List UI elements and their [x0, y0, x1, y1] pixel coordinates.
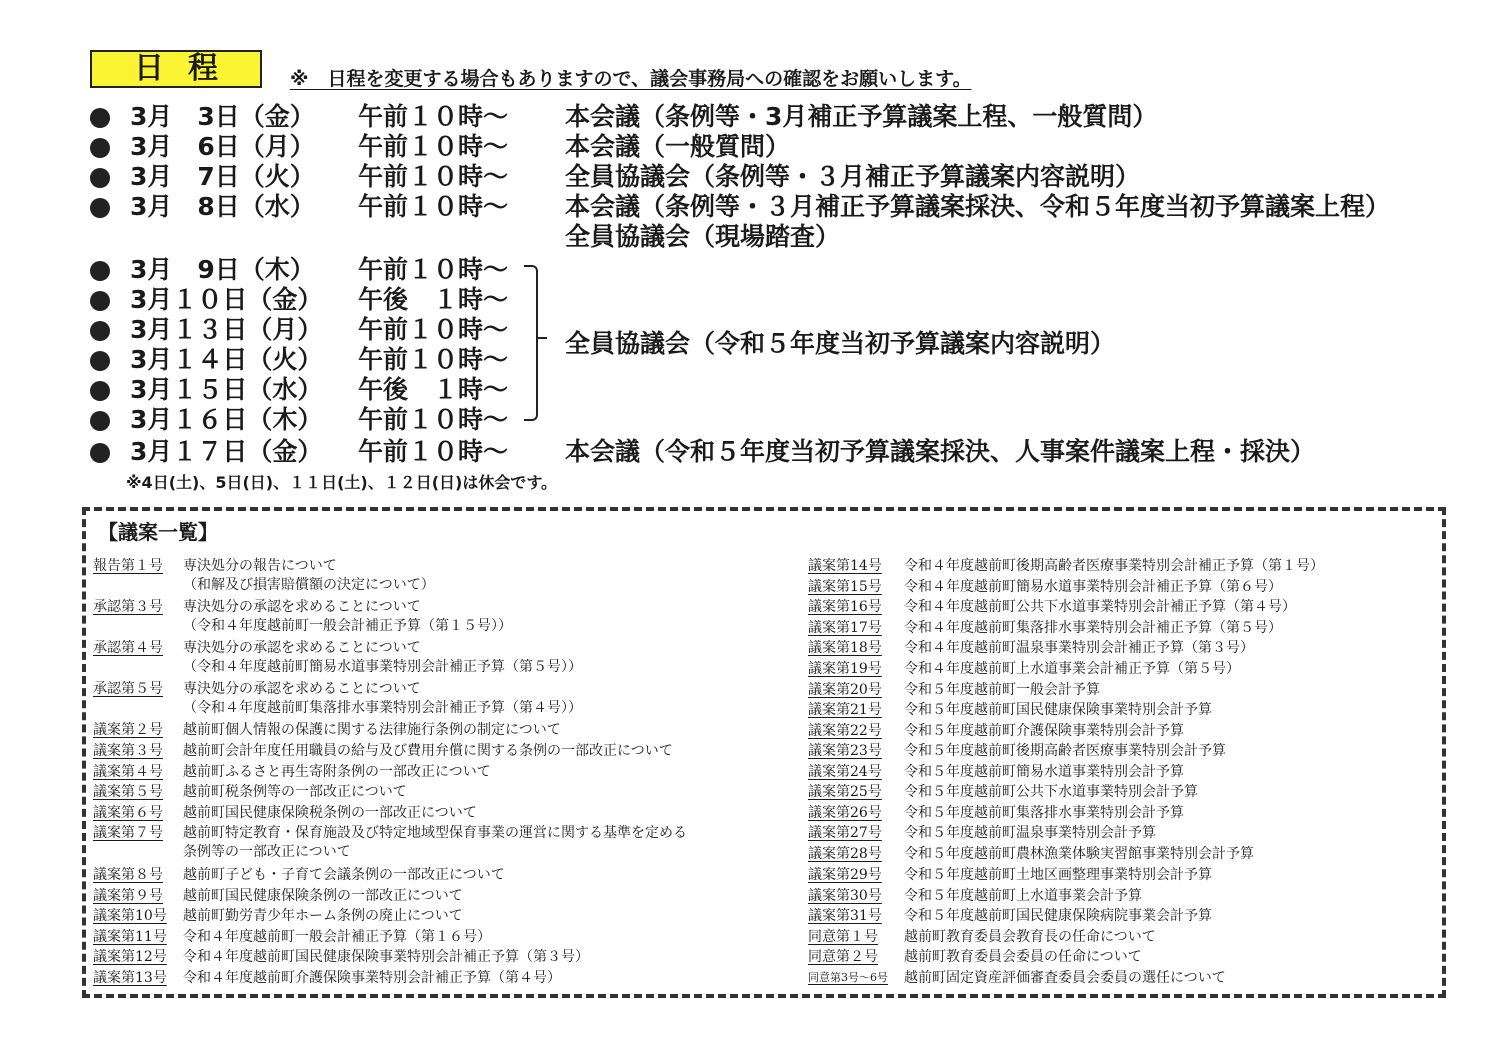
agenda-item-number: 議案第24号 — [808, 764, 882, 780]
agenda-item-number: 同意第3号～6号 — [808, 971, 888, 984]
schedule-date: 3月１６日（木） — [130, 405, 323, 434]
agenda-item-number: 議案第22号 — [808, 723, 882, 739]
agenda-item-number: 議案第18号 — [808, 640, 882, 656]
agenda-item-title: 令和５年度越前町簡易水道事業特別会計予算 — [904, 764, 1184, 780]
schedule-date: 3月１７日（金） — [130, 437, 323, 466]
agenda-item-title: 越前町子ども・子育て会議条例の一部改正について — [183, 867, 505, 883]
agenda-item-subtitle: （令和４年度越前町集落排水事業特別会計補正予算（第４号）） — [183, 700, 582, 716]
agenda-item-number: 議案第３号 — [93, 743, 163, 759]
agenda-item-number: 議案第14号 — [808, 558, 882, 574]
bullet-icon — [90, 108, 110, 128]
agenda-item-title: 令和４年度越前町公共下水道事業特別会計補正予算（第４号） — [904, 599, 1296, 615]
bullet-icon — [90, 198, 110, 218]
agenda-item-number: 議案第15号 — [808, 579, 882, 595]
agenda-item-title: 専決処分の報告について — [183, 558, 337, 574]
schedule-time: 午前１０時～ — [358, 132, 509, 161]
agenda-item-number: 議案第31号 — [808, 908, 882, 924]
agenda-item-number: 議案第25号 — [808, 784, 882, 800]
page-title: 日程 — [90, 50, 262, 88]
agenda-item-title: 令和５年度越前町後期高齢者医療事業特別会計予算 — [904, 743, 1226, 759]
agenda-item-number: 議案第５号 — [93, 784, 163, 800]
agenda-item-number: 議案第26号 — [808, 805, 882, 821]
agenda-item-title: 令和４年度越前町一般会計補正予算（第１６号） — [183, 929, 491, 945]
schedule-date: 3月 9日（木） — [130, 255, 315, 284]
schedule-time: 午前１０時～ — [358, 255, 509, 284]
agenda-item-subtitle: （令和４年度越前町簡易水道事業特別会計補正予算（第５号）） — [183, 659, 582, 675]
agenda-item-title: 令和５年度越前町温泉事業特別会計予算 — [904, 825, 1156, 841]
agenda-item-number: 議案第27号 — [808, 825, 882, 841]
agenda-item-title: 令和４年度越前町国民健康保険事業特別会計補正予算（第３号） — [183, 949, 589, 965]
schedule-date: 3月 7日（火） — [130, 162, 315, 191]
agenda-item-title: 令和５年度越前町農林漁業体験実習館事業特別会計予算 — [904, 846, 1254, 862]
agenda-item-title: 令和５年度越前町国民健康保険事業特別会計予算 — [904, 702, 1212, 718]
agenda-item-title: 越前町ふるさと再生寄附条例の一部改正について — [183, 764, 491, 780]
agenda-item-title: 令和５年度越前町公共下水道事業特別会計予算 — [904, 784, 1198, 800]
bullet-icon — [90, 261, 110, 281]
agenda-item-number: 議案第28号 — [808, 846, 882, 862]
agenda-item-title: 令和５年度越前町一般会計予算 — [904, 682, 1100, 698]
agenda-item-number: 議案第13号 — [93, 970, 167, 986]
schedule-event: 本会議（令和５年度当初予算議案採決、人事案件議案上程・採決） — [565, 437, 1316, 466]
holiday-note: ※4日(土)、5日(日)、１１日(土)、１２日(日)は休会です。 — [126, 473, 558, 492]
agenda-item-title: 令和４年度越前町簡易水道事業特別会計補正予算（第６号） — [904, 579, 1282, 595]
schedule-time: 午前１０時～ — [358, 345, 509, 374]
schedule-time: 午後 １時～ — [358, 285, 509, 314]
agenda-item-number: 議案第２号 — [93, 722, 163, 738]
agenda-item-number: 議案第４号 — [93, 764, 163, 780]
agenda-item-number: 議案第９号 — [93, 888, 163, 904]
agenda-item-number: 議案第30号 — [808, 888, 882, 904]
agenda-item-number: 承認第５号 — [93, 681, 163, 697]
agenda-item-title: 令和５年度越前町国民健康保険病院事業会計予算 — [904, 908, 1212, 924]
schedule-time: 午前１０時～ — [358, 192, 509, 221]
agenda-item-number: 議案第20号 — [808, 682, 882, 698]
schedule-date: 3月 8日（水） — [130, 192, 315, 221]
schedule-time: 午前１０時～ — [358, 102, 509, 131]
agenda-item-title: 専決処分の承認を求めることについて — [183, 681, 421, 697]
agenda-item-number: 議案第10号 — [93, 908, 167, 924]
group-bracket — [524, 265, 538, 421]
schedule-time: 午後 １時～ — [358, 375, 509, 404]
agenda-item-title: 越前町税条例等の一部改正について — [183, 784, 407, 800]
agenda-item-title: 越前町教育委員会委員の任命について — [904, 949, 1142, 965]
agenda-item-number: 議案第16号 — [808, 599, 882, 615]
schedule-event: 全員協議会（現場踏査） — [565, 222, 841, 251]
schedule-date: 3月１５日（水） — [130, 375, 323, 404]
agenda-item-number: 議案第19号 — [808, 661, 882, 677]
agenda-item-title: 越前町固定資産評価審査委員会委員の選任について — [904, 970, 1226, 986]
agenda-item-title: 専決処分の承認を求めることについて — [183, 640, 421, 656]
agenda-item-subtitle: （令和４年度越前町一般会計補正予算（第１５号）） — [183, 618, 512, 634]
agenda-item-number: 議案第21号 — [808, 702, 882, 718]
bullet-icon — [90, 291, 110, 311]
agenda-item-title: 令和５年度越前町土地区画整理事業特別会計予算 — [904, 867, 1212, 883]
bullet-icon — [90, 321, 110, 341]
agenda-item-number: 議案第６号 — [93, 805, 163, 821]
schedule-date: 3月 6日（月） — [130, 132, 315, 161]
schedule-time: 午前１０時～ — [358, 162, 509, 191]
bullet-icon — [90, 138, 110, 158]
schedule-date: 3月１３日（月） — [130, 315, 323, 344]
agenda-item-title: 令和４年度越前町上水道事業会計補正予算（第５号） — [904, 661, 1240, 677]
schedule-date: 3月１０日（金） — [130, 285, 323, 314]
schedule-event: 全員協議会（条例等・３月補正予算議案内容説明） — [565, 162, 1141, 191]
schedule-event: 本会議（一般質問） — [565, 132, 791, 161]
agenda-item-title: 令和４年度越前町介護保険事業特別会計補正予算（第４号） — [183, 970, 561, 986]
agenda-item-title: 越前町教育委員会教育長の任命について — [904, 929, 1156, 945]
bullet-icon — [90, 351, 110, 371]
bullet-icon — [90, 381, 110, 401]
agenda-item-number: 議案第29号 — [808, 867, 882, 883]
agenda-item-subtitle: 条例等の一部改正について — [183, 844, 351, 860]
schedule-date: 3月１４日（火） — [130, 345, 323, 374]
agenda-item-number: 承認第３号 — [93, 599, 163, 615]
bullet-icon — [90, 411, 110, 431]
schedule-time: 午前１０時～ — [358, 405, 509, 434]
agenda-item-number: 議案第８号 — [93, 867, 163, 883]
schedule-notice: ※ 日程を変更する場合もありますので、議会事務局への確認をお願いします。 — [290, 68, 972, 90]
agenda-item-title: 令和５年度越前町集落排水事業特別会計予算 — [904, 805, 1184, 821]
agenda-item-subtitle: （和解及び損害賠償額の決定について） — [183, 577, 435, 593]
agenda-item-title: 令和４年度越前町温泉事業特別会計補正予算（第３号） — [904, 640, 1254, 656]
agenda-item-number: 議案第12号 — [93, 949, 167, 965]
agenda-item-number: 議案第23号 — [808, 743, 882, 759]
agenda-item-title: 令和５年度越前町上水道事業会計予算 — [904, 888, 1142, 904]
agenda-item-title: 越前町個人情報の保護に関する法律施行条例の制定について — [183, 722, 561, 738]
bullet-icon — [90, 168, 110, 188]
agenda-item-number: 同意第１号 — [808, 929, 878, 945]
schedule-time: 午前１０時～ — [358, 437, 509, 466]
schedule-time: 午前１０時～ — [358, 315, 509, 344]
schedule-event: 本会議（条例等・3月補正予算議案上程、一般質問） — [565, 102, 1158, 131]
agenda-item-title: 令和４年度越前町後期高齢者医療事業特別会計補正予算（第１号） — [904, 558, 1324, 574]
schedule-date: 3月 3日（金） — [130, 102, 315, 131]
agenda-item-number: 議案第７号 — [93, 825, 163, 841]
agenda-item-title: 越前町国民健康保険条例の一部改正について — [183, 888, 463, 904]
agenda-item-title: 越前町会計年度任用職員の給与及び費用弁償に関する条例の一部改正について — [183, 743, 673, 759]
agenda-item-title: 専決処分の承認を求めることについて — [183, 599, 421, 615]
agenda-item-title: 令和５年度越前町介護保険事業特別会計予算 — [904, 723, 1184, 739]
agenda-item-title: 令和４年度越前町集落排水事業特別会計補正予算（第５号） — [904, 620, 1282, 636]
grouped-event-label: 全員協議会（令和５年度当初予算議案内容説明） — [565, 329, 1116, 358]
agenda-item-number: 報告第１号 — [93, 558, 163, 574]
agenda-item-title: 越前町国民健康保険税条例の一部改正について — [183, 805, 477, 821]
agenda-item-title: 越前町特定教育・保育施設及び特定地域型保育事業の運営に関する基準を定める — [183, 825, 687, 841]
agenda-item-number: 同意第２号 — [808, 949, 878, 965]
agenda-title: 【議案一覧】 — [98, 520, 218, 544]
agenda-item-number: 議案第11号 — [93, 929, 167, 945]
bullet-icon — [90, 443, 110, 463]
group-bracket-tip — [537, 337, 547, 339]
agenda-item-title: 越前町勤労青少年ホーム条例の廃止について — [183, 908, 463, 924]
schedule-event: 本会議（条例等・３月補正予算議案採決、令和５年度当初予算議案上程） — [565, 192, 1391, 221]
agenda-item-number: 承認第４号 — [93, 640, 163, 656]
agenda-item-number: 議案第17号 — [808, 620, 882, 636]
